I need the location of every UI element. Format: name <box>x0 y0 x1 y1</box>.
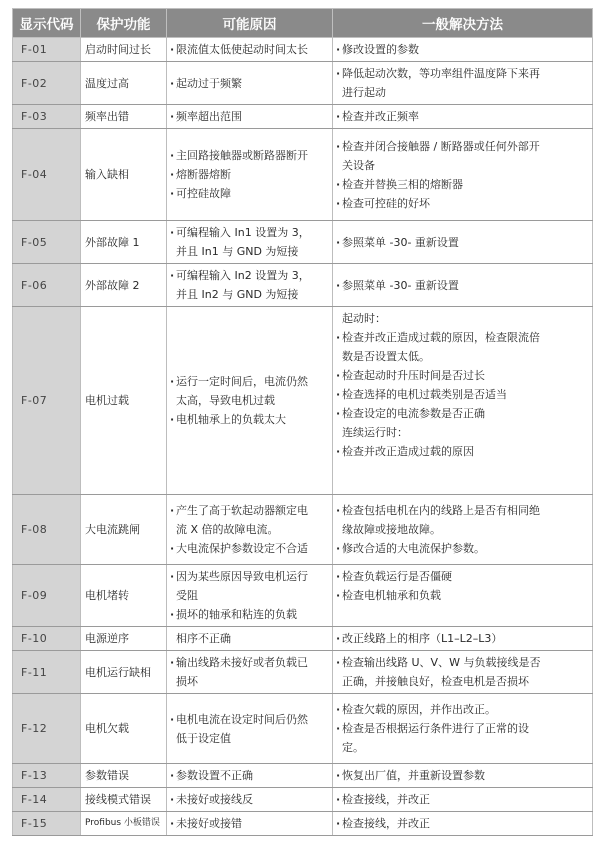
possible-cause <box>167 307 333 495</box>
solution-lines <box>336 137 589 213</box>
fault-code: F-03 <box>13 105 81 129</box>
solution-line: 进行起动 <box>342 86 386 99</box>
solution-line: · 参照菜单 -30- 重新设置 <box>336 276 589 295</box>
cause-lines <box>170 814 329 833</box>
solution-lines <box>336 814 589 833</box>
cause-line: · 未接好或接错 <box>170 814 329 833</box>
cause-lines <box>170 653 329 691</box>
fault-code: F-01 <box>13 38 81 62</box>
cause-lines <box>170 40 329 59</box>
protection-function: 参数错误 <box>81 764 167 788</box>
cause-lines <box>170 107 329 126</box>
table-row <box>13 627 593 651</box>
fault-code: F-06 <box>13 264 81 307</box>
general-solution <box>333 38 593 62</box>
solution-line: · 检查并改正造成过载的原因，检查限流倍 <box>336 328 589 347</box>
cause-line: · 未接好或接线反 <box>170 790 329 809</box>
cause-line: 并且 In2 与 GND 为短接 <box>176 288 299 301</box>
cause-lines <box>170 790 329 809</box>
cause-line: 损坏 <box>176 675 198 688</box>
fault-code: F-04 <box>13 129 81 221</box>
possible-cause <box>167 221 333 264</box>
general-solution <box>333 694 593 764</box>
fault-code: F-02 <box>13 62 81 105</box>
cause-line: · 起动过于频繁 <box>170 74 329 93</box>
protection-function: 输入缺相 <box>81 129 167 221</box>
possible-cause <box>167 62 333 105</box>
fault-code-table <box>12 8 593 836</box>
general-solution <box>333 264 593 307</box>
cause-line: · 主回路接触器或断路器断开 <box>170 146 329 165</box>
solution-line: · 检查并替换三相的熔断器 <box>336 175 589 194</box>
protection-function: 电机过载 <box>81 307 167 495</box>
table-row <box>13 307 593 495</box>
fault-code: F-11 <box>13 651 81 694</box>
cause-line: · 大电流保护参数设定不合适 <box>170 539 329 558</box>
solution-lines <box>336 107 589 126</box>
cause-line: · 参数设置不正确 <box>170 766 329 785</box>
cause-lines <box>170 266 329 304</box>
table-row <box>13 495 593 565</box>
protection-function: 电源逆序 <box>81 627 167 651</box>
general-solution <box>333 627 593 651</box>
solution-line: 数是否设置太低。 <box>342 350 430 363</box>
protection-function: 电机运行缺相 <box>81 651 167 694</box>
general-solution <box>333 62 593 105</box>
solution-line: · 检查选择的电机过载类别是否适当 <box>336 385 589 404</box>
protection-function: 外部故障 2 <box>81 264 167 307</box>
cause-line: · 运行一定时间后，电流仍然 <box>170 372 329 391</box>
table-row <box>13 129 593 221</box>
solution-line: · 检查并改正频率 <box>336 107 589 126</box>
solution-line: · 检查并闭合接触器 / 断路器或任何外部开 <box>336 137 589 156</box>
solution-line: · 检查接线，并改正 <box>336 790 589 809</box>
solution-line: 起动时： <box>342 312 386 325</box>
cause-line: 相序不正确 <box>176 632 231 645</box>
table-row <box>13 105 593 129</box>
table-row <box>13 38 593 62</box>
solution-lines <box>336 501 589 558</box>
fault-code: F-05 <box>13 221 81 264</box>
solution-line: 缘故障或接地故障。 <box>342 523 441 536</box>
possible-cause <box>167 812 333 836</box>
table-row <box>13 694 593 764</box>
solution-lines <box>336 64 589 102</box>
solution-lines <box>336 567 589 624</box>
table-row <box>13 764 593 788</box>
protection-function: 电机堵转 <box>81 565 167 627</box>
solution-line: 连续运行时： <box>342 426 408 439</box>
solution-line: · 恢复出厂值，并重新设置参数 <box>336 766 589 785</box>
fault-table-body <box>13 38 593 836</box>
solution-line: · 检查欠载的原因，并作出改正。 <box>336 700 589 719</box>
protection-function: 温度过高 <box>81 62 167 105</box>
fault-code: F-14 <box>13 788 81 812</box>
cause-line: 太高，导致电机过载 <box>176 394 275 407</box>
cause-line: · 可控硅故障 <box>170 184 329 203</box>
cause-line: 并且 In1 与 GND 为短接 <box>176 245 299 258</box>
fault-code: F-10 <box>13 627 81 651</box>
fault-code: F-07 <box>13 307 81 495</box>
cause-line: · 因为某些原因导致电机运行 <box>170 567 329 586</box>
possible-cause <box>167 105 333 129</box>
cause-line: 低于设定值 <box>176 731 231 745</box>
protection-function: 频率出错 <box>81 105 167 129</box>
fault-code: F-15 <box>13 812 81 836</box>
general-solution <box>333 221 593 264</box>
table-row <box>13 565 593 627</box>
cause-line: · 输出线路未接好或者负载已 <box>170 653 329 672</box>
solution-lines <box>336 790 589 809</box>
solution-line: · 检查设定的电流参数是否正确 <box>336 404 589 423</box>
possible-cause <box>167 788 333 812</box>
table-header-row <box>13 9 593 38</box>
possible-cause <box>167 264 333 307</box>
protection-function: 外部故障 1 <box>81 221 167 264</box>
cause-lines <box>170 223 329 261</box>
solution-line: · 检查起动时升压时间是否过长 <box>336 366 589 385</box>
possible-cause <box>167 495 333 565</box>
table-row <box>13 812 593 836</box>
solution-line: · 检查电机轴承和负载 <box>336 586 589 605</box>
possible-cause <box>167 627 333 651</box>
cause-line: · 频率超出范围 <box>170 107 329 126</box>
possible-cause <box>167 129 333 221</box>
header-function: 保护功能 <box>81 9 167 38</box>
solution-lines <box>336 233 589 252</box>
fault-code: F-09 <box>13 565 81 627</box>
cause-lines <box>170 766 329 785</box>
possible-cause <box>167 651 333 694</box>
solution-line: · 参照菜单 -30- 重新设置 <box>336 233 589 252</box>
solution-line: · 检查输出线路 U、V、W 与负载接线是否 <box>336 653 589 672</box>
cause-lines <box>170 710 329 748</box>
solution-line: · 降低起动次数，等功率组件温度降下来再 <box>336 64 589 83</box>
solution-line: · 修改设置的参数 <box>336 40 589 59</box>
solution-line: · 改正线路上的相序（L1–L2–L3） <box>336 629 589 648</box>
general-solution <box>333 105 593 129</box>
fault-code: F-08 <box>13 495 81 565</box>
solution-lines <box>336 653 589 691</box>
general-solution <box>333 788 593 812</box>
cause-line: · 损坏的轴承和粘连的负载 <box>170 605 329 624</box>
solution-line <box>336 605 589 624</box>
possible-cause <box>167 694 333 764</box>
cause-line: · 限流值太低使起动时间太长 <box>170 40 329 59</box>
cause-lines <box>170 372 329 429</box>
solution-line: · 检查接线，并改正 <box>336 814 589 833</box>
protection-function: 启动时间过长 <box>81 38 167 62</box>
solution-line: · 检查可控硅的好坏 <box>336 194 589 213</box>
cause-line: · 熔断器熔断 <box>170 165 329 184</box>
solution-lines <box>336 40 589 59</box>
general-solution <box>333 565 593 627</box>
solution-lines <box>336 766 589 785</box>
solution-line: 正确，并接触良好，检查电机是否损坏 <box>342 675 529 688</box>
general-solution <box>333 307 593 495</box>
solution-lines <box>336 309 589 461</box>
cause-lines <box>170 567 329 624</box>
fault-code: F-12 <box>13 694 81 764</box>
table-row <box>13 651 593 694</box>
table-row <box>13 62 593 105</box>
solution-lines <box>336 276 589 295</box>
cause-line: · 电机电流在设定时间后仍然 <box>170 710 329 729</box>
general-solution <box>333 495 593 565</box>
solution-line: · 检查负载运行是否僵硬 <box>336 567 589 586</box>
cause-line: 受阻 <box>176 589 198 602</box>
possible-cause <box>167 764 333 788</box>
header-cause: 可能原因 <box>167 9 333 38</box>
solution-lines <box>336 700 589 757</box>
protection-function: 接线模式错误 <box>81 788 167 812</box>
solution-lines <box>336 629 589 648</box>
solution-line: · 检查是否根据运行条件进行了正常的设 <box>336 719 589 738</box>
possible-cause <box>167 38 333 62</box>
table-row <box>13 788 593 812</box>
solution-line: 定。 <box>342 741 364 754</box>
cause-lines <box>170 629 329 648</box>
cause-lines <box>170 146 329 203</box>
protection-function: Profibus 小板错误 <box>81 812 167 836</box>
cause-line: · 产生了高于软起动器额定电 <box>170 501 329 520</box>
protection-function: 大电流跳闸 <box>81 495 167 565</box>
possible-cause <box>167 565 333 627</box>
cause-lines <box>170 501 329 558</box>
cause-line: · 可编程输入 In1 设置为 3， <box>170 223 329 242</box>
fault-code: F-13 <box>13 764 81 788</box>
general-solution <box>333 651 593 694</box>
solution-line: · 修改合适的大电流保护参数。 <box>336 539 589 558</box>
solution-line: 关设备 <box>342 158 375 172</box>
cause-line: 流 X 倍的故障电流。 <box>176 523 279 536</box>
header-code: 显示代码 <box>13 9 81 38</box>
cause-line: · 电机轴承上的负载太大 <box>170 410 329 429</box>
solution-line: · 检查包括电机在内的线路上是否有相同绝 <box>336 501 589 520</box>
table-row <box>13 221 593 264</box>
protection-function: 电机欠载 <box>81 694 167 764</box>
solution-line: · 检查并改正造成过载的原因 <box>336 442 589 461</box>
cause-lines <box>170 74 329 93</box>
table-row <box>13 264 593 307</box>
header-solution: 一般解决方法 <box>333 9 593 38</box>
general-solution <box>333 129 593 221</box>
general-solution <box>333 764 593 788</box>
general-solution <box>333 812 593 836</box>
cause-line: · 可编程输入 In2 设置为 3， <box>170 266 329 285</box>
